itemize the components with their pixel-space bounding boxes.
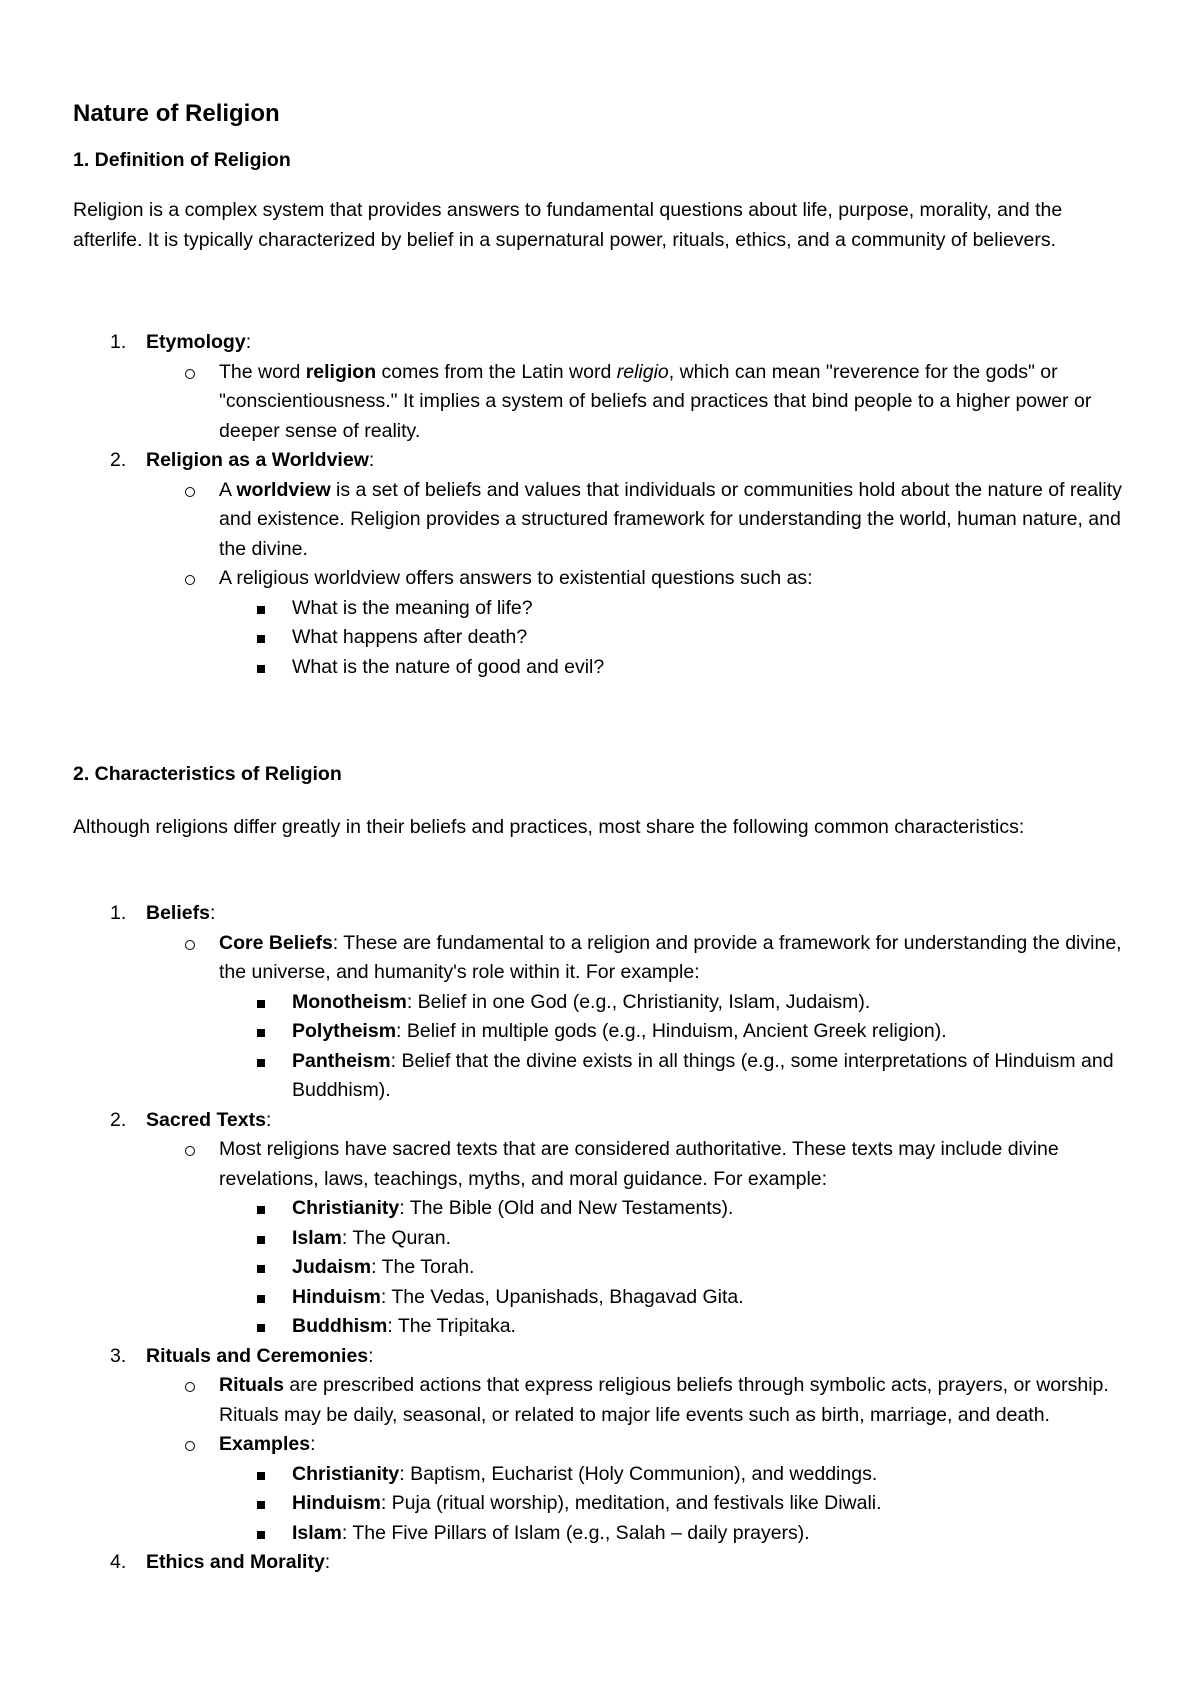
example-item: Judaism: The Torah.: [0, 1253, 1124, 1283]
example-item: Christianity: Baptism, Eucharist (Holy Communion), and weddings.: [0, 1460, 1124, 1490]
item-label: Sacred Texts: [146, 1108, 266, 1131]
square-bullet-icon: [257, 606, 265, 614]
list-number: 2.: [110, 449, 127, 471]
example-item: Islam: The Quran.: [0, 1224, 1124, 1254]
example-item: Hinduism: The Vedas, Upanishads, Bhagavad Gita.: [0, 1283, 1124, 1313]
sub-item-core-beliefs: Core Beliefs: These are fundamental to a religion and provide a framework for understanding the divine, the universe, and humanity's role within it. For example:: [0, 929, 1124, 988]
list-item-ethics: 4. Ethics and Morality:: [0, 1548, 1200, 1578]
square-bullet-icon: [257, 1029, 265, 1037]
square-bullet-icon: [257, 1059, 265, 1067]
document-title: Nature of Religion: [73, 100, 280, 127]
circle-bullet-icon: [185, 940, 195, 950]
square-bullet-icon: [257, 1295, 265, 1303]
sub-item-etymology-definition: The word religion comes from the Latin word religio, which can mean "reverence for the gods" or "conscientiousness." It implies a system of beliefs and practices that bind people to a higher power or deeper sense of reality.: [0, 358, 1124, 447]
example-item: Pantheism: Belief that the divine exists in all things (e.g., some interpretations of Hinduism and Buddhism).: [0, 1047, 1124, 1106]
list-number: 1.: [110, 902, 127, 924]
example-item: Polytheism: Belief in multiple gods (e.g., Hinduism, Ancient Greek religion).: [0, 1017, 1124, 1047]
square-bullet-icon: [257, 665, 265, 673]
square-bullet-icon: [257, 1236, 265, 1244]
list-item-worldview: 2. Religion as a Worldview:: [0, 446, 1200, 476]
question-item: What happens after death?: [0, 623, 1124, 653]
example-item: Islam: The Five Pillars of Islam (e.g., Salah – daily prayers).: [0, 1519, 1124, 1549]
example-item: Buddhism: The Tripitaka.: [0, 1312, 1124, 1342]
example-item: Hinduism: Puja (ritual worship), meditation, and festivals like Diwali.: [0, 1489, 1124, 1519]
item-label: Etymology: [146, 331, 246, 353]
section-2-heading: 2. Characteristics of Religion: [73, 763, 342, 785]
list-item-beliefs: 1. Beliefs:: [0, 899, 1200, 929]
list-item-etymology: 1. Etymology:: [0, 328, 1200, 358]
sub-item-worldview-questions: A religious worldview offers answers to existential questions such as:: [0, 564, 1124, 594]
square-bullet-icon: [257, 1472, 265, 1480]
item-label: Rituals and Ceremonies: [146, 1344, 369, 1367]
list-number: 3.: [110, 1344, 127, 1367]
circle-bullet-icon: [185, 369, 195, 379]
sub-item-rituals-examples: Examples:: [0, 1430, 1124, 1460]
section-1-heading: 1. Definition of Religion: [73, 149, 291, 171]
circle-bullet-icon: [185, 1382, 195, 1392]
item-label: Religion as a Worldview: [146, 449, 369, 471]
section-1-intro: Religion is a complex system that provides answers to fundamental questions about life, purpose, morality, and the afterlife. It is typically characterized by belief in a supernatural power, rituals, ethics, and a community of believers.: [73, 199, 1063, 251]
square-bullet-icon: [257, 635, 265, 643]
question-item: What is the nature of good and evil?: [0, 653, 1124, 683]
circle-bullet-icon: [185, 1146, 195, 1156]
list-item-sacred-texts: 2. Sacred Texts:: [0, 1106, 1200, 1136]
example-item: Monotheism: Belief in one God (e.g., Christianity, Islam, Judaism).: [0, 988, 1124, 1018]
square-bullet-icon: [257, 1000, 265, 1008]
example-item: Christianity: The Bible (Old and New Testaments).: [0, 1194, 1124, 1224]
item-label: Beliefs: [146, 902, 210, 924]
circle-bullet-icon: [185, 1441, 195, 1451]
sub-item-sacred-texts: Most religions have sacred texts that are considered authoritative. These texts may include divine revelations, laws, teachings, myths, and moral guidance. For example:: [0, 1135, 1124, 1194]
square-bullet-icon: [257, 1206, 265, 1214]
list-number: 1.: [110, 331, 127, 353]
section-2-list: [0, 899, 1200, 1578]
section-1-list: [0, 328, 1200, 682]
circle-bullet-icon: [185, 575, 195, 585]
square-bullet-icon: [257, 1501, 265, 1509]
circle-bullet-icon: [185, 487, 195, 497]
square-bullet-icon: [257, 1265, 265, 1273]
sub-item-worldview-definition: A worldview is a set of beliefs and values that individuals or communities hold about the nature of reality and existence. Religion provides a structured framework for understanding the world, human nature, and the divine.: [0, 476, 1124, 565]
sub-item-rituals-definition: Rituals are prescribed actions that express religious beliefs through symbolic acts, prayers, or worship. Rituals may be daily, seasonal, or related to major life events such as birth, marriage, and death.: [0, 1371, 1124, 1430]
square-bullet-icon: [257, 1531, 265, 1539]
square-bullet-icon: [257, 1324, 265, 1332]
item-label: Ethics and Morality: [146, 1551, 325, 1573]
question-item: What is the meaning of life?: [0, 594, 1124, 624]
list-number: 2.: [110, 1108, 127, 1131]
section-2-intro: Although religions differ greatly in their beliefs and practices, most share the following common characteristics:: [73, 816, 1025, 838]
list-number: 4.: [110, 1551, 127, 1573]
list-item-rituals: 3. Rituals and Ceremonies:: [0, 1342, 1200, 1372]
